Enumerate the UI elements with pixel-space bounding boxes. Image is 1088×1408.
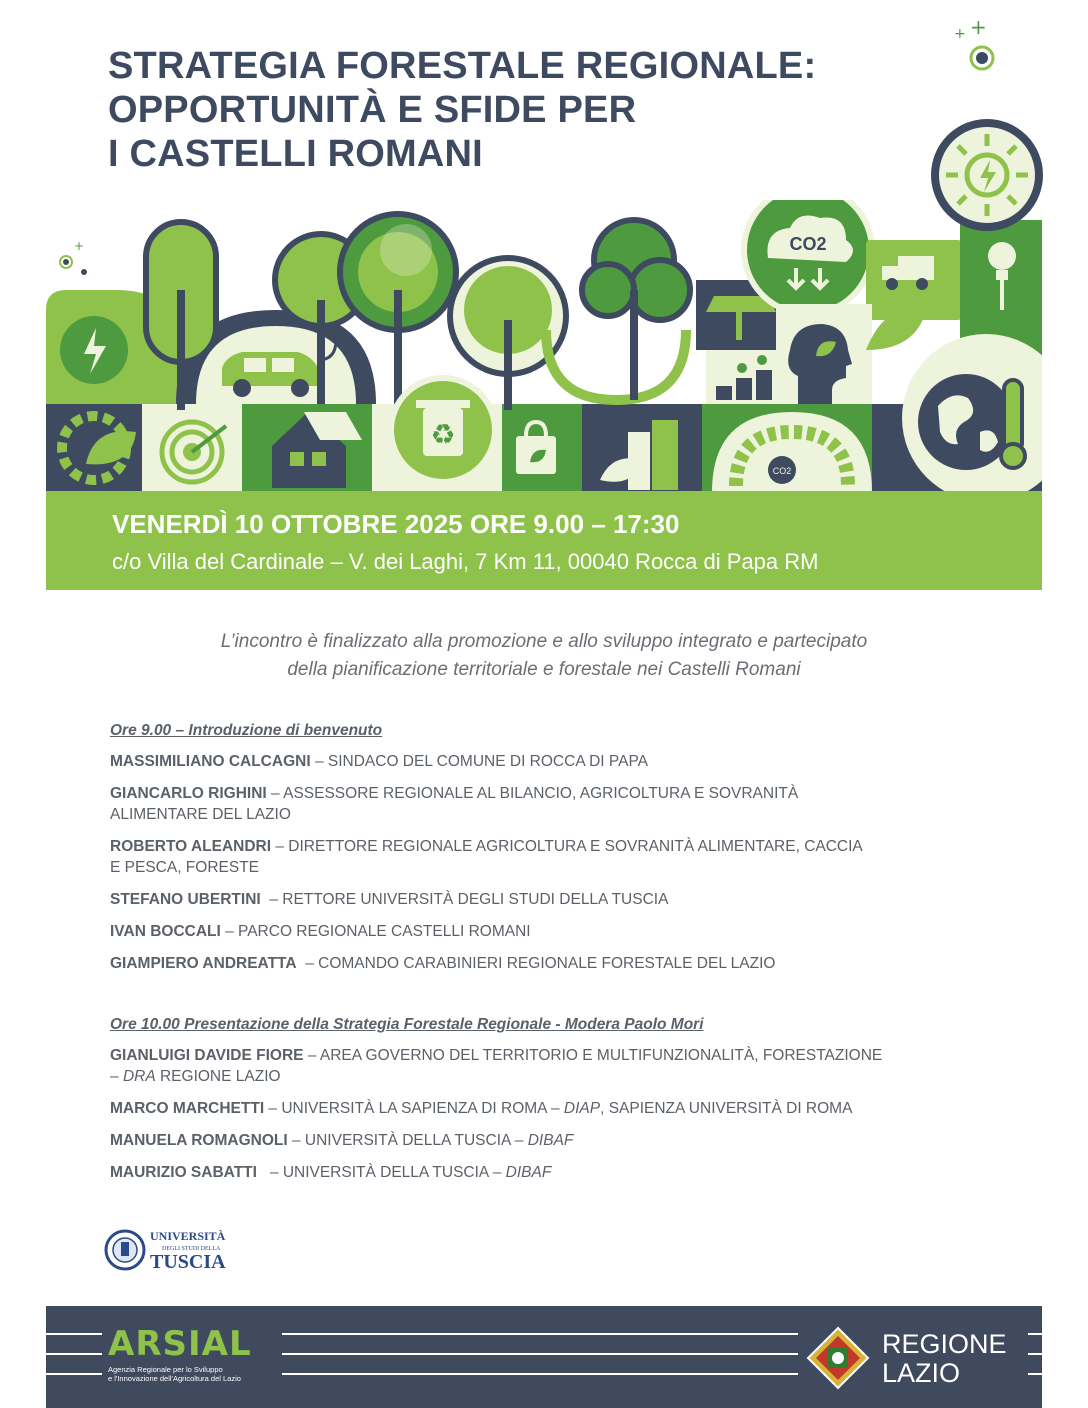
sustainability-illustration [46,200,1042,492]
speaker-sep: – [271,838,289,855]
title-line-1: STRATEGIA FORESTALE REGIONALE: [108,45,817,87]
speaker-sep: – [220,923,239,940]
title-line-2: OPPORTUNITÀ E SFIDE PER [108,89,637,131]
speaker-name: MARCO MARCHETTI [110,1100,265,1117]
speaker-name: MANUELA ROMAGNOLI [110,1132,288,1149]
intro-text [110,628,978,684]
intro-line-1: L’incontro è finalizzato alla promozione e allo sviluppo integrato e partecipato [220,631,868,652]
speaker-row [110,783,1010,825]
speaker-sep: – [260,891,283,908]
speaker-name: MAURIZIO SABATTI [110,1164,257,1181]
speaker-role: UNIVERSITÀ DELLA TUSCIA – [304,1132,528,1149]
regione-lazio-emblem-icon [806,1326,870,1390]
speaker-sep: – [266,785,284,802]
tuscia-line-2: DEGLI STUDI DELLA [162,1246,221,1252]
arsial-subtitle-1: Agenzia Regionale per lo Sviluppo [108,1365,223,1374]
speaker-role: PARCO REGIONALE CASTELLI ROMANI [238,923,531,940]
speaker-sep: – [264,1100,282,1117]
speaker-dept: DRA [122,1068,156,1085]
speaker-sep: – [303,1047,320,1064]
program-section-presentation [110,1016,1010,1194]
speaker-dept: DIBAF [505,1164,552,1181]
speaker-sep: – [256,1164,283,1181]
speaker-dept: DIBAF [527,1132,574,1149]
speaker-row [110,836,1010,878]
speaker-name: ROBERTO ALEANDRI [110,838,272,855]
event-band [46,491,1042,590]
arsial-subtitle-2: e l'Innovazione dell'Agricoltura del Lazio [108,1374,241,1383]
event-venue: c/o Villa del Cardinale – V. dei Laghi, 7 Km 11, 00040 Rocca di Papa RM [112,549,819,574]
regione-lazio-logo [806,1326,1007,1395]
speaker-role-cont: E PESCA, FORESTE [110,859,260,876]
intro-line-2: della pianificazione territoriale e forestale nei Castelli Romani [287,659,801,680]
co2-label: CO2 [789,234,827,254]
arsial-logo [108,1326,258,1383]
speaker-role-cont: , SAPIENZA UNIVERSITÀ DI ROMA [600,1100,853,1117]
mind-leaf-icon [776,304,872,404]
gauge-label: CO2 [772,466,792,476]
speaker-row [110,1162,1010,1183]
event-date-time: VENERDÌ 10 OTTOBRE 2025 ORE 9.00 – 17:30 [112,509,680,539]
speaker-role: COMANDO CARABINIERI REGIONALE FORESTALE DEL LAZIO [318,955,776,972]
regione-line-2: LAZIO [882,1358,961,1388]
speaker-role: DIRETTORE REGIONALE AGRICOLTURA E SOVRANITÀ ALIMENTARE, CACCIA [288,838,863,855]
arsial-word: ARSIAL [108,1324,252,1364]
solar-sun-icon [930,118,1044,232]
speaker-row [110,751,1010,772]
speaker-sep: – [310,753,328,770]
title-line-3: I CASTELLI ROMANI [108,133,483,175]
speaker-row [110,921,1010,942]
svg-text:+: + [954,26,966,42]
speaker-row [110,1045,1010,1087]
speaker-name: STEFANO UBERTINI [110,891,261,908]
speaker-role: RETTORE UNIVERSITÀ DEGLI STUDI DELLA TUSCIA [282,891,669,908]
speaker-row [110,889,1010,910]
growth-coins-icon [706,350,786,404]
svg-text:+: + [74,239,85,253]
regione-lazio-label [882,1330,1007,1388]
section-title: Ore 9.00 – Introduzione di benvenuto [110,722,383,739]
speaker-name: IVAN BOCCALI [110,923,221,940]
footer [46,1306,1042,1408]
speaker-dept: DIAP [563,1100,601,1117]
speaker-role: UNIVERSITÀ LA SAPIENZA DI ROMA – [281,1100,564,1117]
tuscia-line-1: UNIVERSITÀ [150,1229,226,1243]
speaker-name: GIANLUIGI DAVIDE FIORE [110,1047,304,1064]
svg-text:+: + [970,18,987,39]
delivery-truck-icon [866,240,962,320]
speaker-role-cont: REGIONE LAZIO [155,1068,281,1085]
speaker-row [110,953,1010,974]
program-section-welcome [110,722,1010,985]
page-title [108,44,928,176]
tuscia-line-3: TUSCIA [150,1251,226,1273]
tuscia-seal-icon [104,1222,244,1278]
sparkle-decoration-icon [950,18,1000,74]
speaker-role-prefix: – [110,1068,123,1085]
speaker-sep: – [296,955,319,972]
section-title: Ore 10.00 Presentazione della Strategia Forestale Regionale - Modera Paolo Mori [110,1016,704,1033]
regione-line-1: REGIONE [882,1329,1007,1359]
speaker-role-cont: ALIMENTARE DEL LAZIO [110,806,291,823]
universita-tuscia-logo [104,1222,244,1278]
speaker-name: MASSIMILIANO CALCAGNI [110,753,311,770]
svg-text:♻: ♻ [430,418,456,451]
speaker-role: ASSESSORE REGIONALE AL BILANCIO, AGRICOLTURA E SOVRANITÀ [283,785,799,802]
speaker-role: UNIVERSITÀ DELLA TUSCIA – [282,1164,506,1181]
speaker-name: GIAMPIERO ANDREATTA [110,955,297,972]
speaker-name: GIANCARLO RIGHINI [110,785,267,802]
speaker-role: SINDACO DEL COMUNE DI ROCCA DI PAPA [327,753,648,770]
speaker-role: AREA GOVERNO DEL TERRITORIO E MULTIFUNZIONALITÀ, FORESTAZIONE [319,1047,883,1064]
speaker-row [110,1098,1010,1119]
speaker-row [110,1130,1010,1151]
speaker-sep: – [287,1132,305,1149]
